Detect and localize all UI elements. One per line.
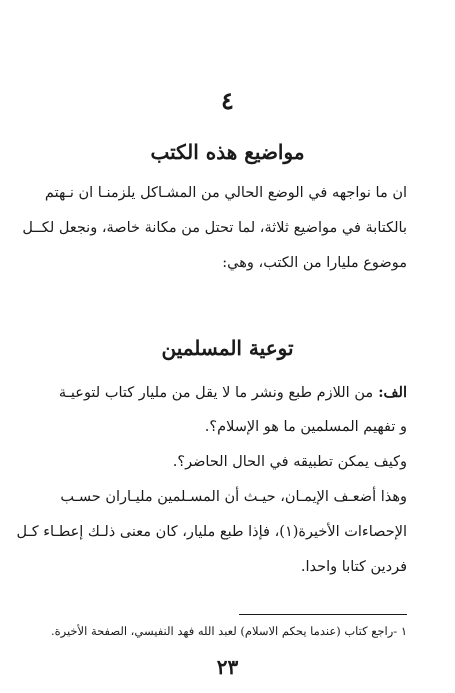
- chapter-number: ٤: [221, 86, 234, 115]
- text-line: ان ما نواجهه في الوضع الحالي من المشـاكل يلزمنـا ان نـهتم: [44, 185, 407, 201]
- footnote: ١ -راجع كتاب (عندما يحكم الاسلام) لعبد الله فهد النفيسي، الصفحة الأخيرة.: [50, 624, 407, 638]
- text-line: وكيف يمكن تطبيقه في الحال الحاضر؟.: [172, 454, 407, 470]
- paragraph-topics: [22, 176, 407, 281]
- text-line: و تفهيم المسلمين ما هو الإسلام؟.: [204, 419, 407, 435]
- section-title-muslim-awareness: توعية المسلمين: [161, 336, 294, 360]
- page-number: ٢٣: [216, 655, 239, 679]
- text-line: موضوع مليارا من الكتب، وهي:: [222, 255, 407, 271]
- paragraph-muslim-awareness: [16, 375, 407, 585]
- list-label: الف:: [373, 384, 407, 401]
- text-line: فردين كتابا واحدا.: [300, 559, 407, 575]
- text-line: بالكتابة في مواضيع ثلاثة، لما تحتل من مكانة خاصة، ونجعل لكــل: [22, 220, 407, 236]
- line-text: من اللازم طبع ونشر ما لا يقل من مليار كتاب لتوعيـة: [58, 385, 374, 401]
- footnote-divider: [239, 614, 407, 615]
- text-line: الإحصاءات الأخيرة(١)، فإذا طبع مليار، كان معنى ذلـك إعطـاء كـل: [16, 524, 407, 540]
- section-title-topics: مواضيع هذه الكتب: [150, 140, 305, 164]
- text-line: [33, 375, 407, 410]
- text-line: وهذا أضعـف الإيمـان، حيـث أن المسـلمين مليـاران حسـب: [60, 489, 407, 505]
